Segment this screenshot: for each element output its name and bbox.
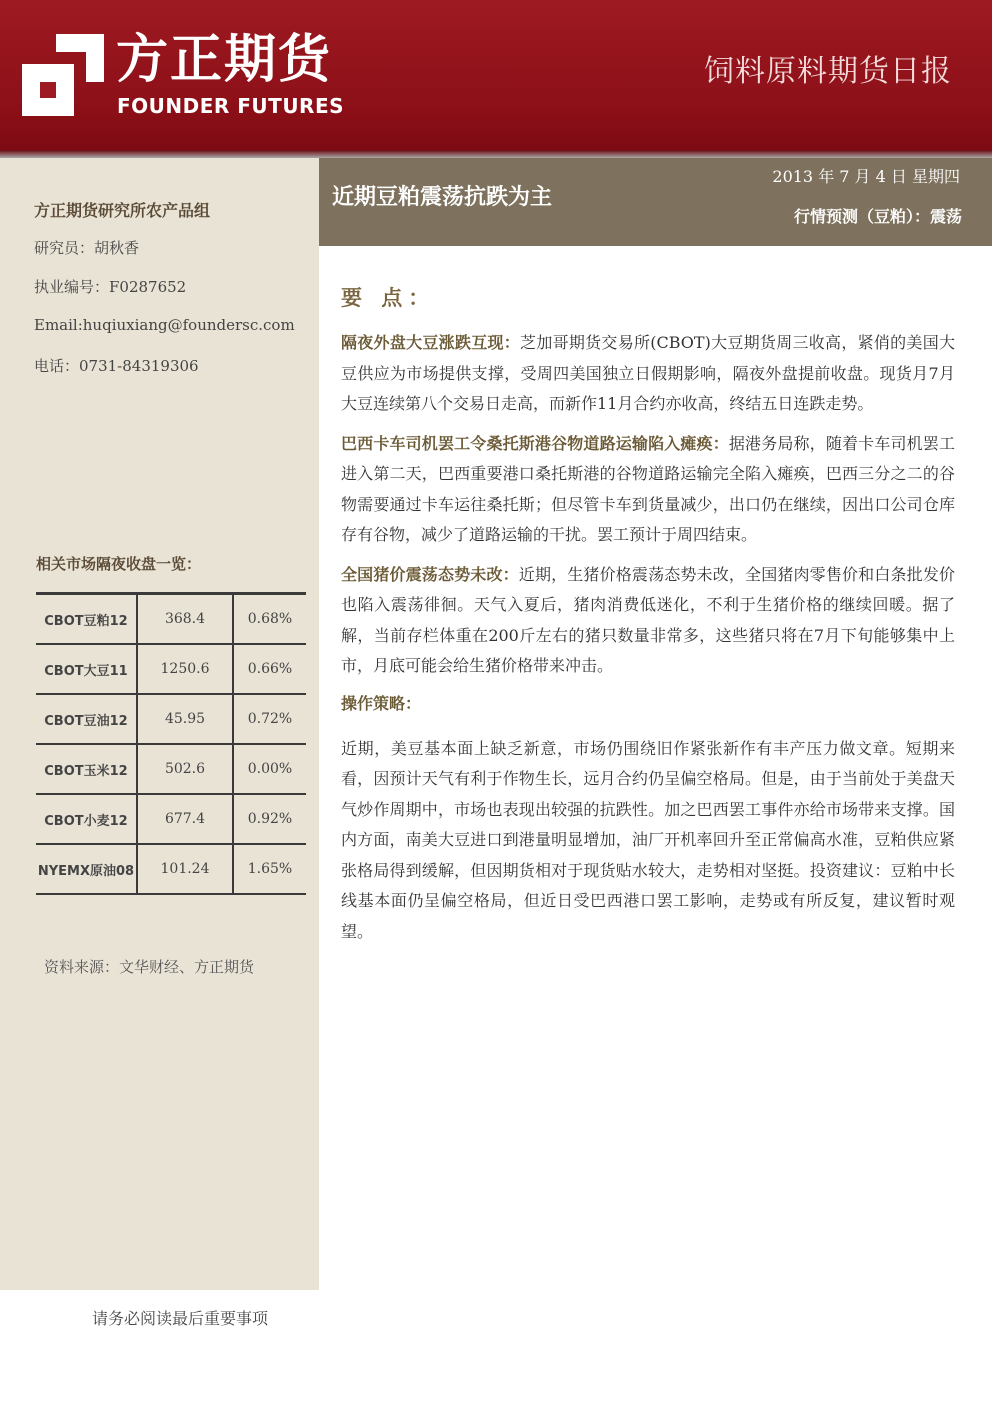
section-lead: 全国猪价震荡态势未改： [341, 564, 519, 584]
research-group: 方正期货研究所农产品组 [34, 201, 211, 220]
market-price: 368.4 [137, 594, 233, 645]
strategy-heading: 操作策略： [341, 693, 422, 713]
report-date: 2013 年 7 月 4 日 星期四 [772, 167, 960, 186]
data-source: 资料来源：文华财经、方正期货 [44, 958, 255, 976]
founder-logo-icon [22, 34, 104, 116]
market-forecast: 行情预测（豆粕）：震荡 [793, 207, 962, 226]
report-title: 近期豆粕震荡抗跌为主 [332, 185, 553, 210]
report-header [0, 0, 992, 158]
email-address[interactable]: Email:huqiuxiang@foundersc.com [34, 316, 295, 334]
market-name: NYEMX原油08 [36, 844, 137, 894]
market-change: 0.92% [233, 794, 306, 844]
market-name: CBOT玉米12 [36, 744, 137, 794]
market-price: 677.4 [137, 794, 233, 844]
disclaimer-notice: 请务必阅读最后重要事项 [92, 1309, 269, 1328]
key-points-heading: 要 点： [341, 285, 436, 310]
market-close-table [36, 592, 306, 895]
title-band [319, 158, 992, 246]
section-text: 近期，生猪价格震荡态势未改，全国猪肉零售价和白条批发价也陷入震荡徘徊。天气入夏后，猪肉消费低迷化，不利于生猪价格的继续回暖。据了解，当前存栏体重在200斤左右的猪只数量非常多，这些猪只将在7月下旬能够集中上市，月底可能会给生猪价格带来冲击。 [341, 564, 955, 675]
logo-chinese-name: 方正期货 [116, 30, 333, 90]
market-change: 0.68% [233, 594, 306, 645]
analyst-name: 研究员：胡秋香 [34, 239, 140, 257]
strategy-paragraph: 近期，美豆基本面上缺乏新意，市场仍围绕旧作紧张新作有丰产压力做文章。短期来看，因预计天气有利于作物生长，远月合约仍呈偏空格局。但是，由于当前处于美盘天气炒作周期中，市场也表现出较强的抗跌性。加之巴西罢工事件亦给市场带来支撑。国内方面，南美大豆进口到港量明显增加，油厂开机率回升至正常偏高水准，豆粕供应紧张格局得到缓解，但因期货相对于现货贴水较大，走势相对坚挺。投资建议：豆粕中长线基本面仍呈偏空格局，但近日受巴西港口罢工影响，走势或有所反复，建议暂时观望。 [341, 738, 955, 941]
section-paragraph [341, 328, 955, 420]
market-name: CBOT大豆11 [36, 644, 137, 694]
market-price: 1250.6 [137, 644, 233, 694]
market-name: CBOT豆油12 [36, 694, 137, 744]
license-number: 执业编号：F0287652 [34, 278, 187, 296]
table-row [36, 594, 306, 645]
table-row [36, 644, 306, 694]
table-row [36, 794, 306, 844]
logo-english-name: FOUNDER FUTURES [117, 94, 345, 118]
section-lead: 隔夜外盘大豆涨跌互现： [341, 333, 521, 352]
market-change: 1.65% [233, 844, 306, 894]
phone-number: 电话：0731-84319306 [34, 357, 199, 375]
section-paragraph [341, 560, 955, 682]
report-name: 饲料原料期货日报 [704, 54, 952, 89]
main-content [341, 282, 955, 956]
market-table-title: 相关市场隔夜收盘一览： [36, 555, 202, 573]
market-name: CBOT小麦12 [36, 794, 137, 844]
market-change: 0.72% [233, 694, 306, 744]
market-name: CBOT豆粕12 [36, 594, 137, 645]
market-price: 101.24 [137, 844, 233, 894]
section-text: 据港务局称，随着卡车司机罢工进入第二天，巴西重要港口桑托斯港的谷物道路运输完全陷入瘫痪，巴西三分之二的谷物需要通过卡车运往桑托斯；但尽管卡车到货量减少，出口仍在继续，因出口公司仓库存有谷物，减少了道路运输的干扰。罢工预计于周四结束。 [341, 433, 955, 544]
market-change: 0.66% [233, 644, 306, 694]
section-lead: 巴西卡车司机罢工令桑托斯港谷物道路运输陷入瘫痪： [341, 433, 729, 453]
market-price: 45.95 [137, 694, 233, 744]
table-row [36, 844, 306, 894]
section-text: 芝加哥期货交易所(CBOT)大豆期货周三收高，紧俏的美国大豆供应为市场提供支撑，受周四美国独立日假期影响，隔夜外盘提前收盘。现货月7月大豆连续第八个交易日走高，而新作11月合约亦收高，终结五日连跌走势。 [341, 333, 955, 413]
market-change: 0.00% [233, 744, 306, 794]
header-divider [0, 150, 992, 158]
table-row [36, 744, 306, 794]
section-paragraph [341, 429, 955, 551]
table-row [36, 694, 306, 744]
market-price: 502.6 [137, 744, 233, 794]
